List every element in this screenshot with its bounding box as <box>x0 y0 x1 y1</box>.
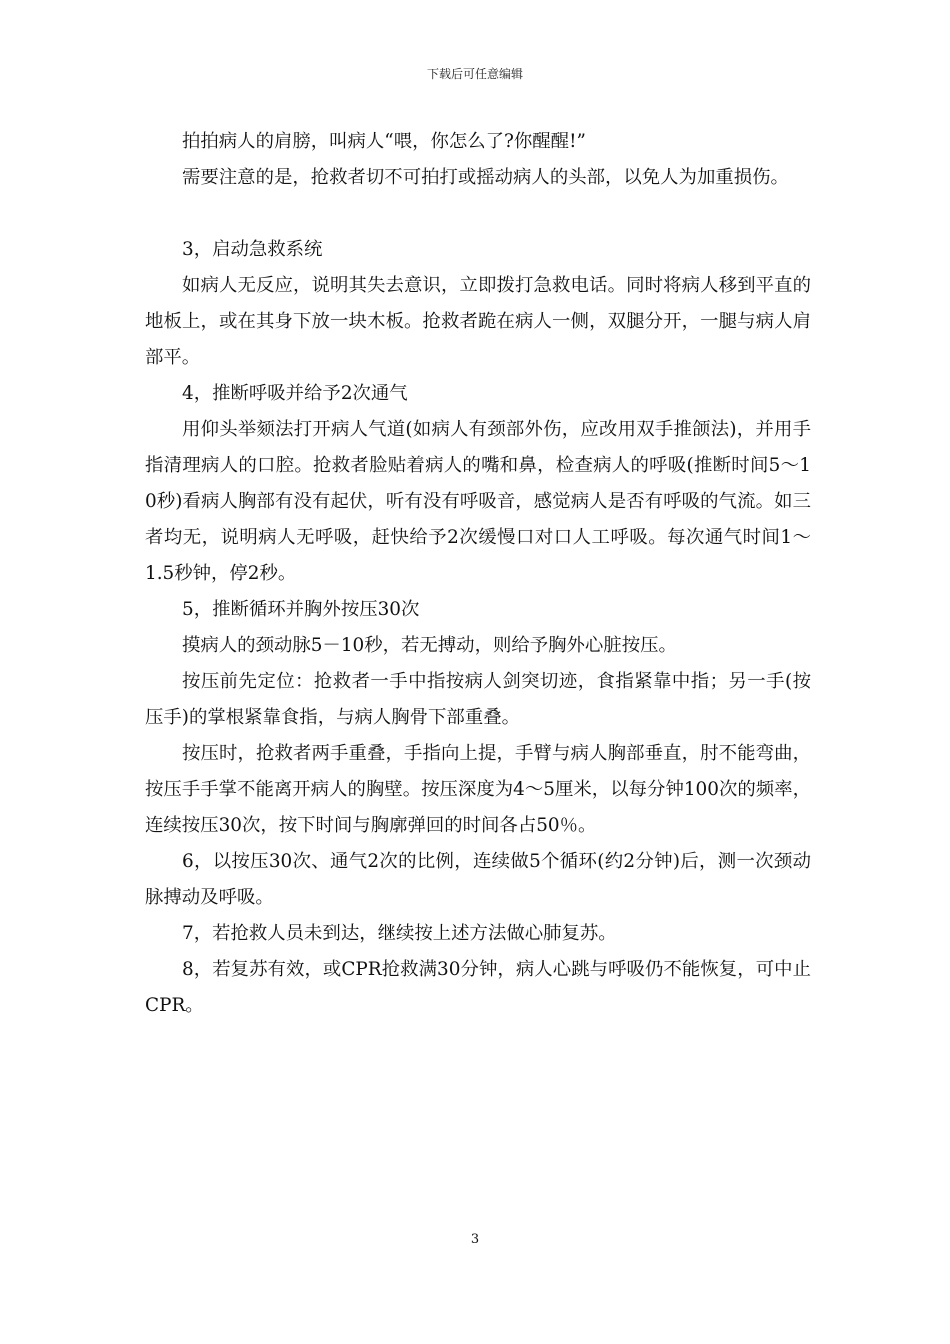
page-header: 下载后可任意编辑 <box>426 67 523 81</box>
paragraph: 6，以按压30次、通气2次的比例，连续做5个循环(约2分钟)后，测一次颈动脉搏动及呼吸。 <box>145 851 811 908</box>
page-number: 3 <box>470 1232 480 1247</box>
paragraph: 摸病人的颈动脉5－10秒，若无搏动，则给予胸外心脏按压。 <box>182 635 677 656</box>
section-heading: 5，推断循环并胸外按压30次 <box>182 599 420 620</box>
paragraph: 如病人无反应，说明其失去意识，立即拨打急救电话。同时将病人移到平直的地板上，或在其身下放一块木板。抢救者跪在病人一侧，双腿分开，一腿与病人肩部平。 <box>145 275 811 368</box>
paragraph: 按压前先定位：抢救者一手中指按病人剑突切迹，食指紧靠中指；另一手(按压手)的掌根紧靠食指，与病人胸骨下部重叠。 <box>145 671 811 728</box>
paragraph: 按压时，抢救者两手重叠，手指向上提，手臂与病人胸部垂直，肘不能弯曲，按压手手掌不能离开病人的胸壁。按压深度为4～5厘米，以每分钟100次的频率，连续按压30次，按下时间与胸廓弹回的时间各占50％。 <box>145 743 811 836</box>
paragraph: 需要注意的是，抢救者切不可拍打或摇动病人的头部，以免人为加重损伤。 <box>182 167 789 188</box>
document-body <box>145 124 811 1024</box>
paragraph: 8，若复苏有效，或CPR抢救满30分钟，病人心跳与呼吸仍不能恢复，可中止CPR。 <box>145 959 811 1016</box>
section-heading: 3，启动急救系统 <box>182 239 323 260</box>
paragraph: 用仰头举颏法打开病人气道(如病人有颈部外伤，应改用双手推颌法)，并用手指清理病人的口腔。抢救者脸贴着病人的嘴和鼻，检查病人的呼吸(推断时间5～10秒)看病人胸部有没有起伏，听有没有呼吸音，感觉病人是否有呼吸的气流。如三者均无，说明病人无呼吸，赶快给予2次缓慢口对口人工呼吸。每次通气时间1～1.5秒钟，停2秒。 <box>145 419 811 584</box>
paragraph: 7，若抢救人员未到达，继续按上述方法做心肺复苏。 <box>182 923 617 944</box>
paragraph: 拍拍病人的肩膀，叫病人“喂，你怎么了?你醒醒!” <box>182 131 586 152</box>
section-heading: 4，推断呼吸并给予2次通气 <box>182 383 408 404</box>
